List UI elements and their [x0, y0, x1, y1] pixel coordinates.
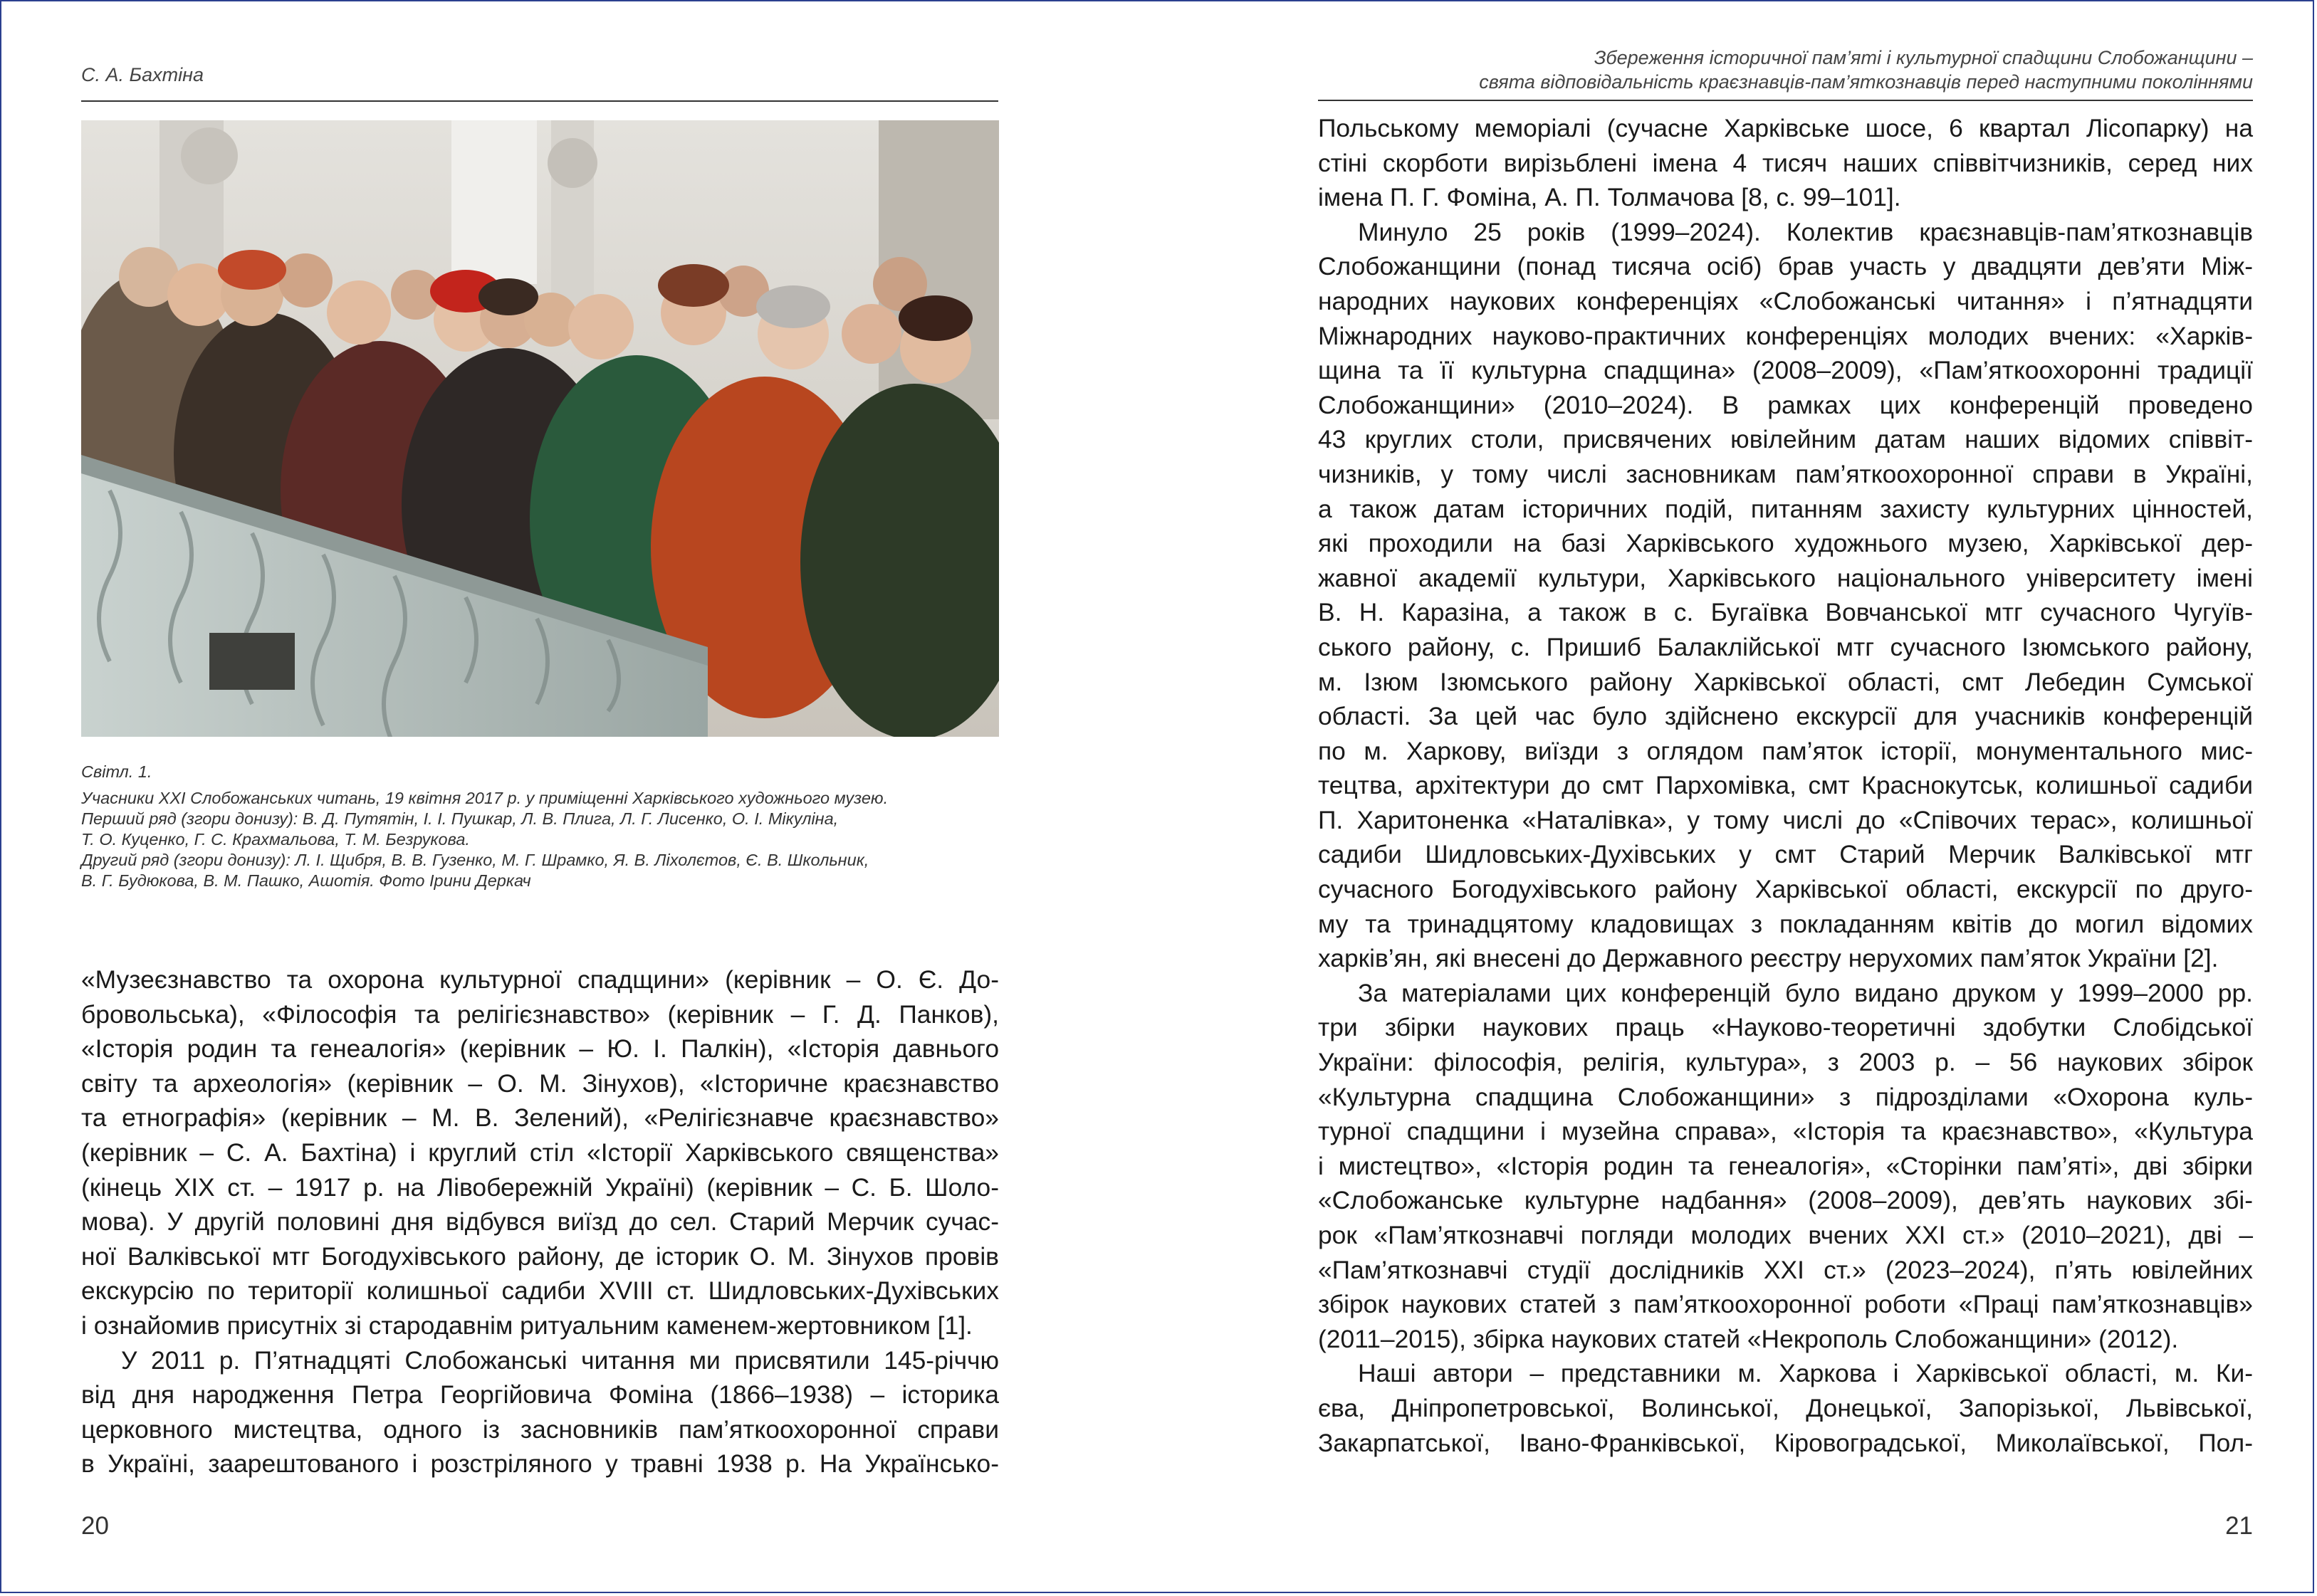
caption-line: Т. О. Куценко, Г. С. Крахмальова, Т. М. Безрукова. [81, 830, 470, 849]
caption-line: В. Г. Будюкова, В. М. Пашко, Ашотія. Фото Ірини Деркач [81, 871, 531, 890]
caption-line: Учасники XXI Слобожанських читань, 19 квітня 2017 р. у приміщенні Харківського художнього музею. [81, 789, 889, 807]
text-line: Міжнародних науково-практичних конференціях молодих вчених: «Харків- [1318, 321, 2253, 350]
text-line: му та тринадцятому кладовищах з покладанням квітів до могил відомих [1318, 909, 2253, 938]
photo-caption [81, 762, 999, 891]
text-line: В. Н. Каразіна, а також в с. Бугаївка Вовчанської мтг сучасного Чугуїв- [1318, 598, 2253, 627]
text-line: турної спадщини і музейна справа», «Історія та краєзнавство», «Культура [1318, 1117, 2253, 1146]
text-line: сучасного Богодухівського району Харківської області, екскурсії по друго- [1318, 875, 2253, 904]
text-line: народних наукових конференціях «Слобожанські читання» і п’ятнадцяти [1318, 286, 2253, 315]
running-head-line: свята відповідальність краєзнавців-пам’яткознавців перед наступними поколіннями [1479, 71, 2253, 93]
text-line: щина та її культурна спадщина» (2008–2009), «Пам’яткоохоронні традиції [1318, 356, 2253, 385]
text-line: За матеріалами цих конференцій було видано друком у 1999–2000 рр. [1358, 978, 2253, 1007]
text-line: Слобожанщини (понад тисяча осіб) брав участь у двадцяти дев’яти Між- [1318, 252, 2253, 281]
page-number: 20 [81, 1512, 109, 1540]
text-line: а також датам історичних подій, питанням захисту культурних цінностей, [1318, 494, 2253, 523]
left-body-text [81, 962, 999, 1481]
paragraph [1318, 1356, 2253, 1460]
caption-line: Перший ряд (згори донизу): В. Д. Путятін, І. І. Пушкар, Л. В. Плига, Л. Г. Лисенко, О. І. Мікуліна, [81, 809, 839, 828]
text-line: єва, Дніпропетровської, Волинської, Донецької, Запорізької, Львівської, [1318, 1393, 2253, 1422]
text-line: які проходили на базі Харківського художнього музею, Харківської дер- [1318, 529, 2253, 558]
text-line: та етнографія» (керівник – М. В. Зелений), «Релігієзнавче краєзнавство» [81, 1103, 999, 1133]
text-line: Слобожанщини» (2010–2024). В рамках цих конференцій проведено [1318, 390, 2253, 419]
text-line: тецтва, архітектури до смт Пархомівка, смт Краснокутськ, колишньої садиби [1318, 771, 2253, 800]
text-line: і ознайомив присутніх зі стародавнім ритуальним каменем-жертовником [1]. [81, 1311, 973, 1340]
text-line: садиби Шидловських-Духівських у смт Старий Мерчик Валківської мтг [1318, 840, 2253, 869]
text-line: (керівник – С. А. Бахтіна) і круглий стіл «Історії Харківського священства» [81, 1138, 999, 1167]
paragraph [1318, 215, 2253, 976]
text-line: ної Валківської мтг Богодухівського району, де історик О. М. Зінухов провів [81, 1241, 999, 1271]
text-line: «Культурна спадщина Слобожанщини» з підрозділами «Охорона куль- [1318, 1082, 2253, 1111]
text-line: м. Ізюм Ізюмського району Харківської області, смт Лебедин Сумської [1318, 667, 2253, 696]
paragraph [81, 1343, 999, 1481]
header-rule [1318, 100, 2253, 101]
caption-line: Другий ряд (згори донизу): Л. І. Щибря, В. В. Гузенко, М. Г. Шрамко, Я. В. Ліхолєтов, Є. В. Школьник, [81, 851, 869, 869]
group-photo-illustration [81, 120, 999, 737]
text-line: ського району, с. Пришиб Балаклійської мтг сучасного Ізюмського району, [1318, 632, 2253, 661]
text-line: Польському меморіалі (сучасне Харківське шосе, 6 квартал Лісопарку) на [1318, 114, 2253, 142]
left-page [1, 1, 1160, 1592]
text-line: Минуло 25 років (1999–2024). Колектив краєзнавців-пам’яткознавців [1358, 217, 2253, 246]
text-line: екскурсію по території колишньої садиби XVIII ст. Шидловських-Духівських [81, 1276, 999, 1306]
paragraph [1318, 976, 2253, 1357]
right-body-text [1318, 111, 2253, 1460]
paragraph [1318, 111, 2253, 215]
paragraph [81, 962, 999, 1343]
right-page [1160, 1, 2316, 1592]
text-line: «Слобожанське культурне надбання» (2008–2009), дев’ять наукових збі- [1318, 1186, 2253, 1215]
text-line: в Україні, заарештованого і розстріляного у травні 1938 р. На Українсько- [81, 1449, 999, 1479]
text-line: У 2011 р. П’ятнадцяті Слобожанські читання ми присвятили 145-річчю [121, 1345, 999, 1375]
text-line: «Музеєзнавство та охорона культурної спадщини» (керівник – О. Є. До- [81, 965, 999, 994]
text-line: України: філософія, релігія, культура», з 2003 р. – 56 наукових збірок [1318, 1048, 2253, 1077]
text-line: три збірки наукових праць «Науково-теоретичні здобутки Слобідської [1318, 1013, 2253, 1042]
text-line: 43 круглих столи, присвячених ювілейним датам наших відомих співвіт- [1318, 425, 2253, 454]
page-number: 21 [2225, 1512, 2253, 1540]
text-line: збірок наукових статей з пам’яткоохоронної роботи «Праці пам’яткознавців» [1318, 1290, 2253, 1319]
text-line: жавної академії культури, Харківського національного університету імені [1318, 563, 2253, 592]
running-head-line: Збереження історичної пам’яті і культурної спадщини Слобожанщини – [1594, 47, 2253, 68]
text-line: від дня народження Петра Георгійовича Фоміна (1866–1938) – історика [81, 1380, 999, 1409]
text-line: Наші автори – представники м. Харкова і Харківської області, м. Ки- [1358, 1359, 2253, 1388]
text-line: чизників, у тому числі засновникам пам’яткоохоронної справи в Україні, [1318, 459, 2253, 488]
text-line: церковного мистецтва, одного із засновників пам’яткоохоронної справи [81, 1414, 999, 1444]
text-line: Закарпатської, Івано-Франківської, Кіровоградської, Миколаївської, Пол- [1318, 1428, 2253, 1457]
running-head-title [1479, 46, 2253, 94]
text-line: мова). У другій половині дня відбувся виїзд до сел. Старий Мерчик сучас- [81, 1207, 999, 1237]
text-line: і мистецтво», «Історія родин та генеалогія», «Сторінки пам’яті», дві збірки [1318, 1151, 2253, 1180]
text-line: імена П. Г. Фоміна, А. П. Толмачова [8, с. 99–101]. [1318, 183, 1901, 212]
text-line: стіні скорботи вирізьблені імена 4 тисяч наших співвітчизників, серед них [1318, 148, 2253, 177]
text-line: «Пам’яткознавчі студії дослідників ХХІ ст.» (2023–2024), п’ять ювілейних [1318, 1255, 2253, 1284]
running-head-author: С. А. Бахтіна [81, 64, 204, 85]
group-photo [81, 120, 999, 737]
text-line: (2011–2015), збірка наукових статей «Некрополь Слобожанщини» (2012). [1318, 1324, 2179, 1353]
text-line: харків’ян, які внесені до Державного реєстру нерухомих пам’яток України [2]. [1318, 944, 2219, 973]
text-line: світу та археологія» (керівник – О. М. Зінухов), «Історичне краєзнавство [81, 1069, 999, 1098]
text-line: рок «Пам’яткознавчі погляди молодих вчених ХХІ ст.» (2010–2021), дві – [1318, 1221, 2253, 1249]
text-line: бровольська), «Філософія та релігієзнавство» (керівник – Г. Д. Панков), [81, 999, 999, 1029]
text-line: П. Харитоненка «Наталівка», у тому числі до «Співочих терас», колишньої [1318, 805, 2253, 834]
text-line: «Історія родин та генеалогія» (керівник – Ю. І. Палкін), «Історія давнього [81, 1034, 999, 1064]
text-line: по м. Харкову, виїзди з оглядом пам’яток історії, монументального мис- [1318, 736, 2253, 765]
text-line: області. За цей час було здійснено екскурсії для учасників конференцій [1318, 702, 2253, 731]
text-line: (кінець ХІХ ст. – 1917 р. на Лівобережній Україні) (керівник – С. Б. Шоло- [81, 1172, 999, 1202]
caption-label: Світл. 1. [81, 762, 152, 781]
header-rule [81, 100, 998, 102]
